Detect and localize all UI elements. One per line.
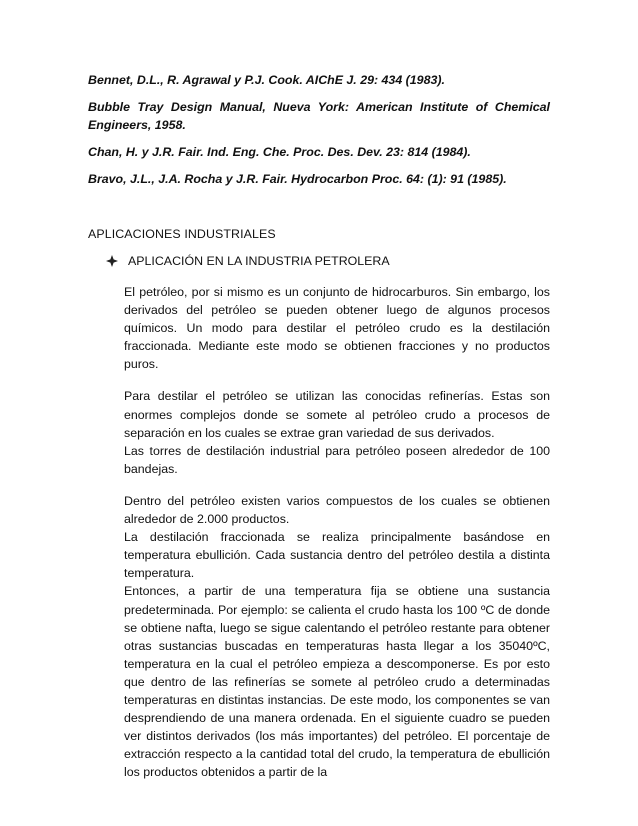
bullet-heading (106, 254, 390, 268)
body-text (124, 283, 550, 781)
reference-item: Bubble Tray Design Manual, Nueva York: American Institute of Chemical Engineers, 1958. (88, 100, 550, 132)
paragraph: Para destilar el petróleo se utilizan las conocidas refinerías. Estas son enormes complejos donde se somete al petróleo crudo a procesos de separación en los cuales se extrae gran variedad de sus derivados. (124, 389, 550, 440)
diamond-bullet-icon (106, 255, 118, 267)
paragraph: El petróleo, por si mismo es un conjunto de hidrocarburos. Sin embargo, los derivados del petróleo se pueden obtener luego de algunos procesos químicos. Un modo para destilar el petróleo crudo es la destilación fraccionada. Mediante este modo se obtienen fracciones y no productos puros. (124, 285, 550, 372)
paragraph: Las torres de destilación industrial para petróleo poseen alrededor de 100 bandejas. (124, 443, 550, 476)
reference-item: Bravo, J.L., J.A. Rocha y J.R. Fair. Hydrocarbon Proc. 64: (1): 91 (1985). (88, 172, 507, 186)
paragraph: Entonces, a partir de una temperatura fija se obtiene una sustancia predeterminada. Por ejemplo: se calienta el crudo hasta los 100 ºC de donde se obtiene nafta, luego se sigue calentando el petróleo restante para obtener otras sustancias buscadas en temperaturas hasta llegar a los 35040ºC, temperatura en la cual el petróleo empieza a descomponerse. Es por esto que dentro de las refinerías se somete al petróleo crudo a determinadas temperaturas en distintas instancias. De este modo, los componentes se van desprendiendo de una manera ordenada. En el siguiente cuadro se pueden ver distintos derivados (los más importantes) del petróleo. El porcentaje de extracción respecto a la cantidad total del crudo, la temperatura de ebullición los productos obtenidos a partir de la (124, 584, 550, 780)
reference-item: Chan, H. y J.R. Fair. Ind. Eng. Che. Proc. Des. Dev. 23: 814 (1984). (88, 145, 471, 159)
bullet-heading-text: APLICACIÓN EN LA INDUSTRIA PETROLERA (128, 254, 390, 268)
paragraph: Dentro del petróleo existen varios compuestos de los cuales se obtienen alrededor de 2.000 productos. (124, 493, 550, 527)
references-list (88, 71, 550, 197)
paragraph: La destilación fraccionada se realiza principalmente basándose en temperatura ebullición. Cada sustancia dentro del petróleo destila a distinta temperatura. (124, 530, 550, 581)
section-title: APLICACIONES INDUSTRIALES (88, 227, 276, 241)
reference-item: Bennet, D.L., R. Agrawal y P.J. Cook. AIChE J. 29: 434 (1983). (88, 73, 445, 87)
